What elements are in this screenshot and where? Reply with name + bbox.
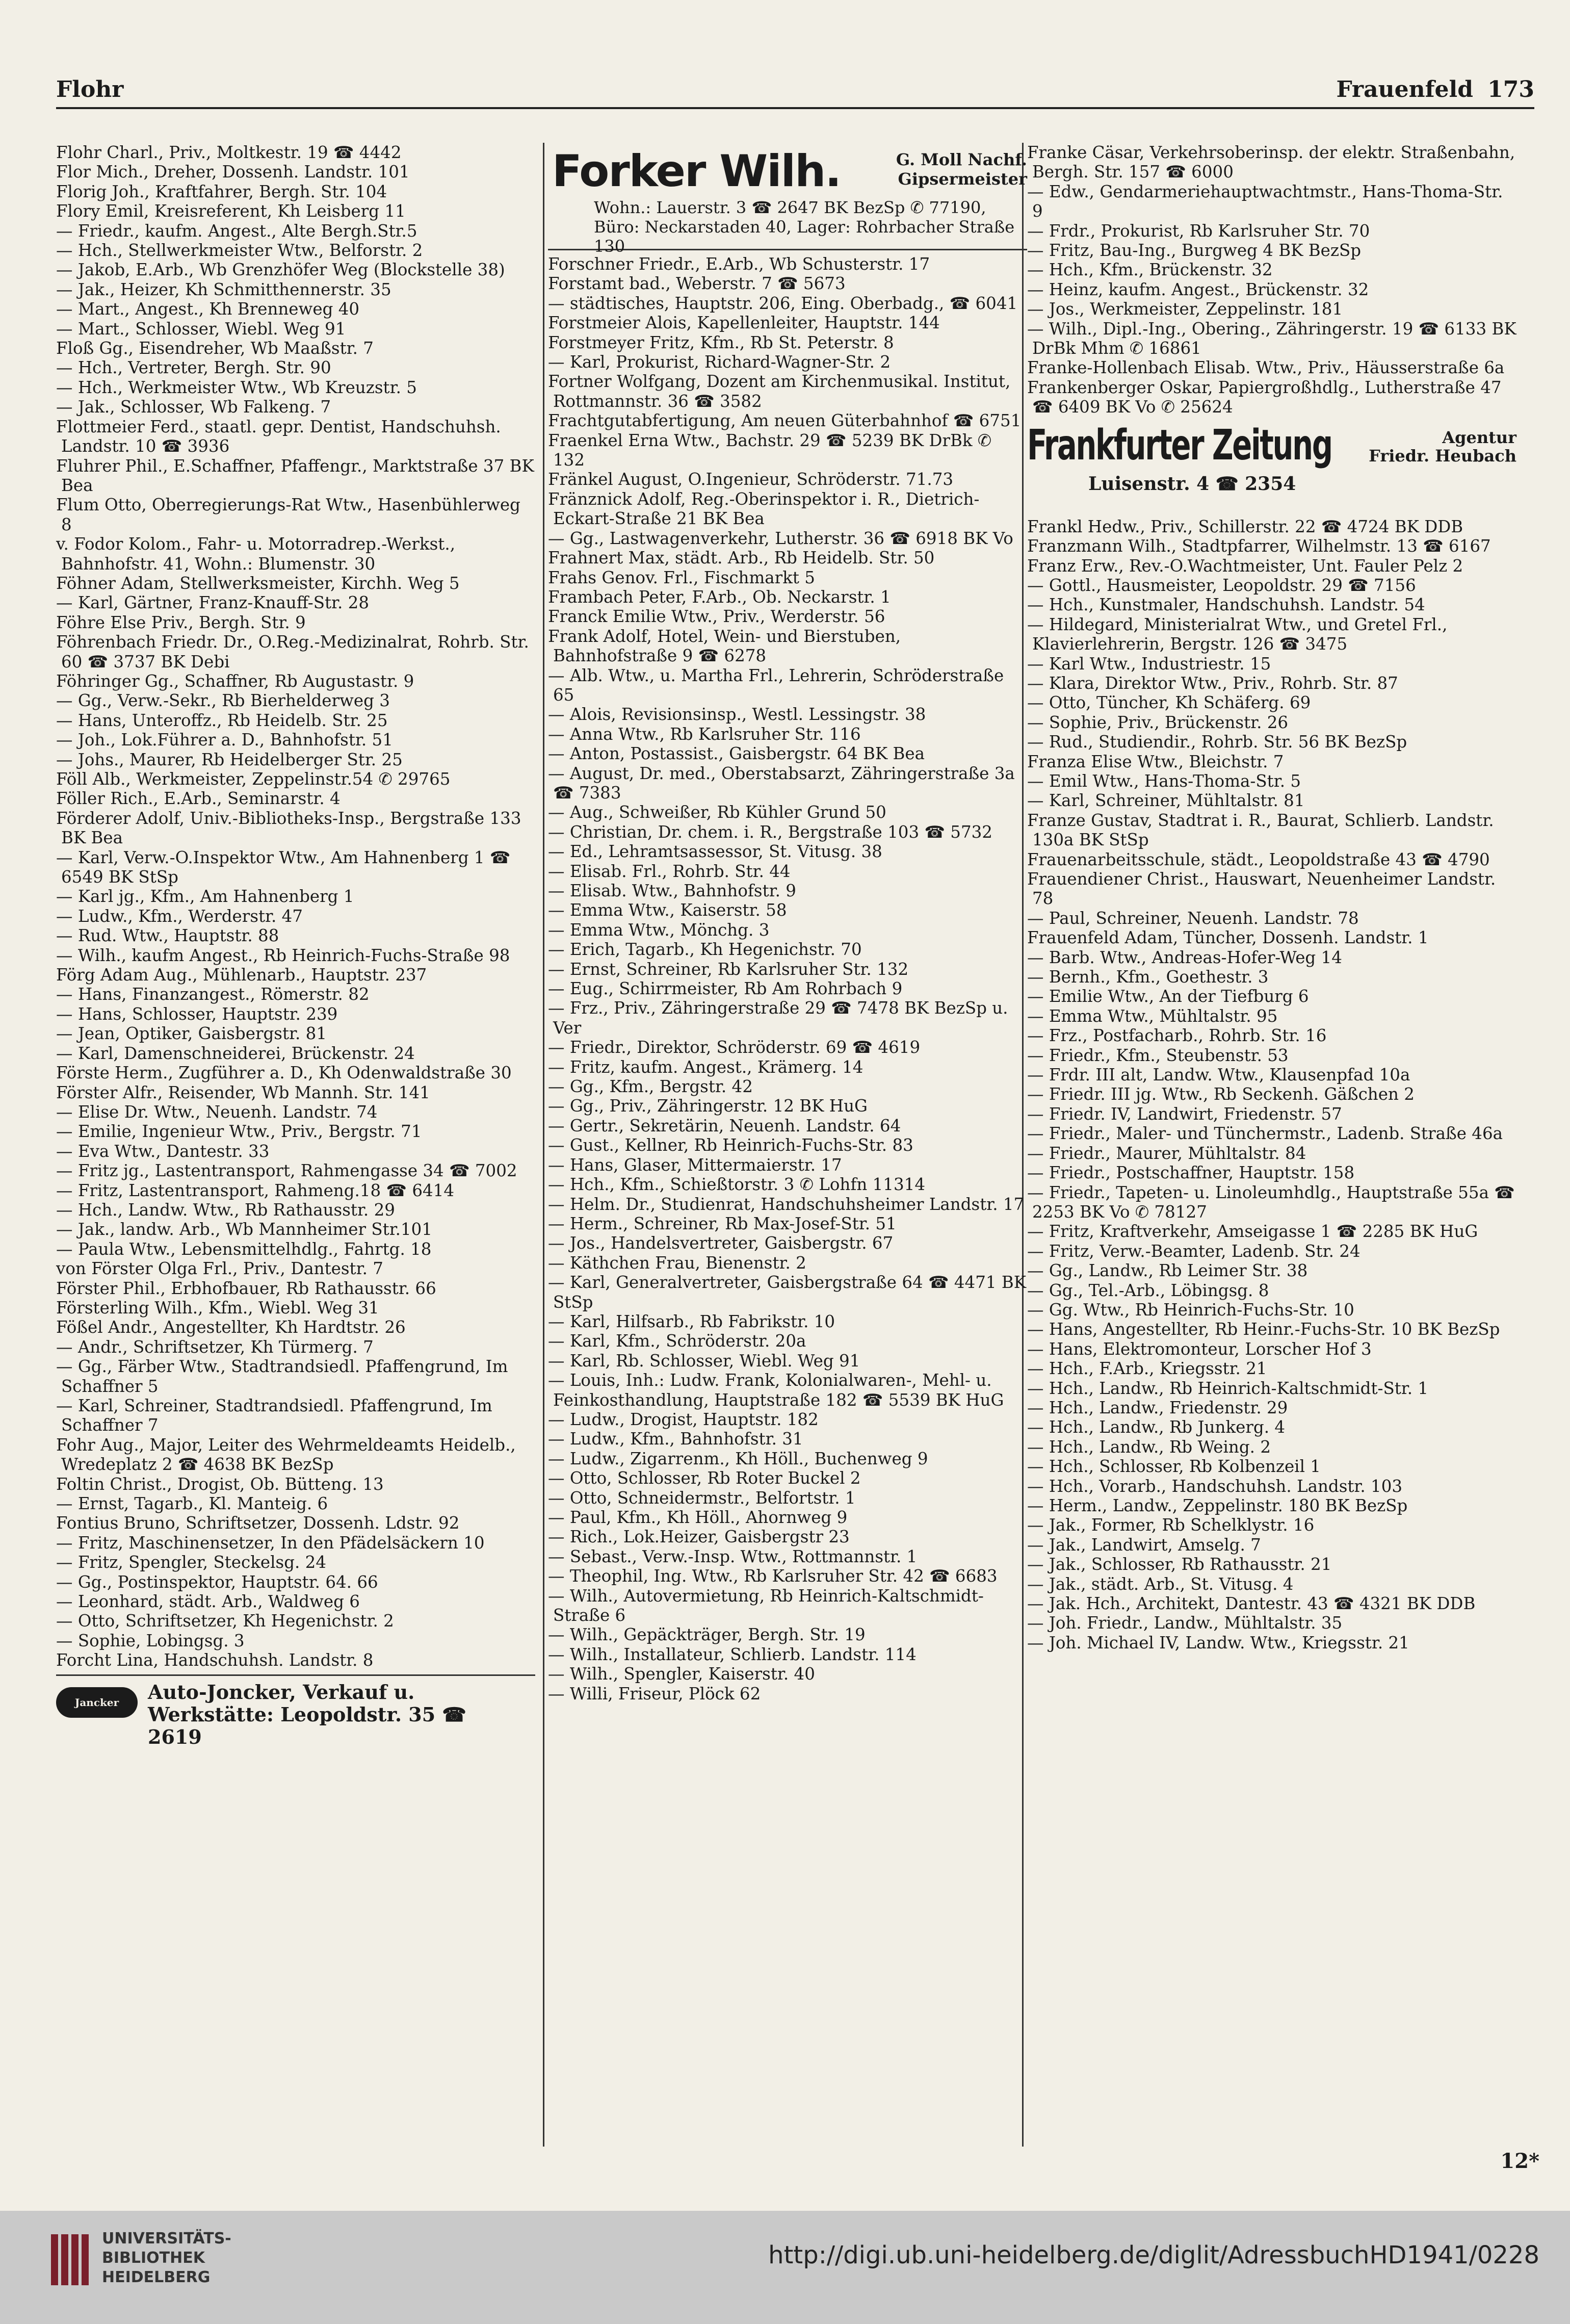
directory-entry: Föhre Else Priv., Bergh. Str. 9 <box>56 612 306 632</box>
directory-entry: Franze Gustav, Stadtrat i. R., Baurat, Schlierb. Landstr. 130a BK StSp <box>1027 810 1494 850</box>
directory-entry: — Gg., Tel.-Arb., Löbingsg. 8 <box>1027 1280 1269 1300</box>
directory-entry: — Gg., Lastwagenverkehr, Lutherstr. 36 ☎ 6918 BK Vo <box>548 528 1013 548</box>
directory-entry: — Joh. Michael IV, Landw. Wtw., Kriegsstr. 21 <box>1027 1633 1409 1652</box>
directory-entry: Förster Phil., Erbhofbauer, Rb Rathausstr. 66 <box>56 1278 436 1298</box>
directory-entry: Frankl Hedw., Priv., Schillerstr. 22 ☎ 4724 BK DDB <box>1027 517 1463 536</box>
directory-entry: Fränkel August, O.Ingenieur, Schröderstr. 71.73 <box>548 470 954 489</box>
directory-entry: — Christian, Dr. chem. i. R., Bergstraße 103 ☎ 5732 <box>548 822 992 842</box>
ad-frankfurter-zeitung <box>1027 421 1516 512</box>
directory-entry: — Hildegard, Ministerialrat Wtw., und Gretel Frl., Klavierlehrerin, Bergstr. 126 ☎ 3475 <box>1027 614 1448 654</box>
directory-entry: — Jak., städt. Arb., St. Vitusg. 4 <box>1027 1574 1294 1594</box>
directory-entry: — Edw., Gendarmeriehauptwachtmstr., Hans-Thoma-Str. 9 <box>1027 182 1503 221</box>
directory-entry: — Fritz, Verw.-Beamter, Ladenb. Str. 24 <box>1027 1241 1360 1261</box>
directory-entry: von Förster Olga Frl., Priv., Dantestr. 7 <box>56 1259 383 1279</box>
directory-entry: — Hch., Schlosser, Rb Kolbenzeil 1 <box>1027 1457 1321 1477</box>
directory-entry: — Helm. Dr., Studienrat, Handschuhsheimer Landstr. 17 <box>548 1194 1025 1214</box>
entry-list-3a <box>1027 143 1516 417</box>
directory-entry: Franck Emilie Wtw., Priv., Werderstr. 56 <box>548 607 885 627</box>
directory-entry: — Ludw., Kfm., Bahnhofstr. 31 <box>548 1429 803 1449</box>
directory-entry: — Hans, Schlosser, Hauptstr. 239 <box>56 1004 338 1024</box>
directory-entry: — Karl, Prokurist, Richard-Wagner-Str. 2 <box>548 352 891 372</box>
directory-entry: — Gg., Kfm., Bergstr. 42 <box>548 1077 753 1097</box>
ad-ffm-side <box>1369 428 1516 465</box>
directory-entry: — Hch., Stellwerkmeister Wtw., Belforstr. 2 <box>56 241 423 261</box>
directory-entry: — Jak., Former, Rb Schelklystr. 16 <box>1027 1515 1315 1535</box>
header-right-word: Frauenfeld <box>1336 76 1473 102</box>
directory-entry: — Wilh., Dipl.-Ing., Obering., Zähringerstr. 19 ☎ 6133 BK DrBk Mhm ✆ 16861 <box>1027 319 1516 358</box>
directory-entry: — Fritz jg., Lastentransport, Rahmengasse 34 ☎ 7002 <box>56 1161 517 1181</box>
directory-entry: — Eva Wtw., Dantestr. 33 <box>56 1141 270 1161</box>
directory-entry: — Sophie, Lobingsg. 3 <box>56 1631 245 1650</box>
directory-entry: — Hch., F.Arb., Kriegsstr. 21 <box>1027 1359 1267 1379</box>
directory-entry: — Otto, Schneidermstr., Belfortstr. 1 <box>548 1488 856 1508</box>
directory-entry: — Erich, Tagarb., Kh Hegenichstr. 70 <box>548 940 862 960</box>
directory-entry: — Mart., Schlosser, Wiebl. Weg 91 <box>56 319 346 339</box>
directory-entry: Franke-Hollenbach Elisab. Wtw., Priv., Häusserstraße 6a <box>1027 358 1505 378</box>
ad-ffm-agency: Agentur <box>1442 427 1516 447</box>
directory-entry: — Frdr., Prokurist, Rb Karlsruher Str. 70 <box>1027 221 1370 241</box>
directory-entry: — Sebast., Verw.-Insp. Wtw., Rottmannstr. 1 <box>548 1546 918 1566</box>
directory-entry: — Gg., Verw.-Sekr., Rb Bierhelderweg 3 <box>56 691 390 711</box>
directory-entry: Frauenarbeitsschule, städt., Leopoldstraße 43 ☎ 4790 <box>1027 849 1490 869</box>
directory-entry: — Karl, Rb. Schlosser, Wiebl. Weg 91 <box>548 1351 860 1371</box>
directory-entry: Frambach Peter, F.Arb., Ob. Neckarstr. 1 <box>548 587 891 607</box>
directory-entry: — Friedr., Maurer, Mühltalstr. 84 <box>1027 1143 1306 1163</box>
directory-entry: — Gg., Postinspektor, Hauptstr. 64. 66 <box>56 1572 378 1592</box>
signature-mark: 12* <box>1500 2149 1539 2173</box>
directory-entry: — Emilie, Ingenieur Wtw., Priv., Bergstr. 71 <box>56 1122 422 1142</box>
directory-entry: — Gust., Kellner, Rb Heinrich-Fuchs-Str. 83 <box>548 1135 913 1155</box>
directory-entry: Frahnert Max, städt. Arb., Rb Heidelb. Str. 50 <box>548 548 935 568</box>
directory-entry: — Barb. Wtw., Andreas-Hofer-Weg 14 <box>1027 947 1342 967</box>
directory-entry: Flory Emil, Kreisreferent, Kh Leisberg 11 <box>56 201 406 221</box>
directory-entry: — Hch., Werkmeister Wtw., Wb Kreuzstr. 5 <box>56 377 417 397</box>
directory-entry: — Emma Wtw., Mühltalstr. 95 <box>1027 1006 1278 1026</box>
directory-entry: — Jak., Heizer, Kh Schmitthennerstr. 35 <box>56 279 391 299</box>
directory-entry: — Paula Wtw., Lebensmittelhdlg., Fahrtg. 18 <box>56 1239 432 1259</box>
header-left-word: Flohr <box>56 76 124 102</box>
directory-entry: Försterling Wilh., Kfm., Wiebl. Weg 31 <box>56 1298 379 1318</box>
directory-entry: — Hch., Kfm., Schießtorstr. 3 ✆ Lohfn 11314 <box>548 1175 926 1195</box>
directory-entry: — Anna Wtw., Rb Karlsruher Str. 116 <box>548 724 861 744</box>
directory-entry: Frankenberger Oskar, Papiergroßhdlg., Lutherstraße 47 ☎ 6409 BK Vo ✆ 25624 <box>1027 377 1502 417</box>
directory-entry: — Frz., Postfacharb., Rohrb. Str. 16 <box>1027 1026 1327 1046</box>
directory-entry: — Leonhard, städt. Arb., Waldweg 6 <box>56 1592 360 1612</box>
page-number: 173 <box>1487 76 1534 102</box>
directory-entry: Föller Rich., E.Arb., Seminarstr. 4 <box>56 789 341 809</box>
directory-entry: — Wilh., Gepäckträger, Bergh. Str. 19 <box>548 1625 866 1645</box>
directory-entry: Förster Alfr., Reisender, Wb Mannh. Str. 141 <box>56 1082 430 1102</box>
directory-entry: — Hans, Finanzangest., Römerstr. 82 <box>56 985 370 1004</box>
directory-entry: — Paul, Schreiner, Neuenh. Landstr. 78 <box>1027 908 1359 928</box>
directory-entry: Fränznick Adolf, Reg.-Oberinspektor i. R., Dietrich-Eckart-Straße 21 BK Bea <box>548 489 980 529</box>
directory-entry: — Käthchen Frau, Bienenstr. 2 <box>548 1253 806 1273</box>
directory-entry: — Hch., Vorarb., Handschuhsh. Landstr. 103 <box>1027 1476 1403 1496</box>
directory-entry: — Fritz, kaufm. Angest., Krämerg. 14 <box>548 1057 864 1077</box>
directory-entry: — Hch., Landw., Friedenstr. 29 <box>1027 1398 1288 1417</box>
directory-entry: — Herm., Landw., Zeppelinstr. 180 BK BezSp <box>1027 1496 1408 1515</box>
directory-entry: Fortner Wolfgang, Dozent am Kirchenmusikal. Institut, Rottmannstr. 36 ☎ 3582 <box>548 372 1011 411</box>
directory-entry: — Bernh., Kfm., Goethestr. 3 <box>1027 967 1269 987</box>
directory-entry: — Hch., Landw., Rb Heinrich-Kaltschmidt-Str. 1 <box>1027 1378 1429 1398</box>
directory-entry: Förg Adam Aug., Mühlenarb., Hauptstr. 237 <box>56 965 427 985</box>
directory-entry: — Ludw., Kfm., Werderstr. 47 <box>56 906 303 926</box>
directory-entry: — Jak. Hch., Architekt, Dantestr. 43 ☎ 4321 BK DDB <box>1027 1594 1476 1614</box>
directory-entry: — Friedr., kaufm. Angest., Alte Bergh.Str.5 <box>56 221 417 241</box>
directory-entry: Franz Erw., Rev.-O.Wachtmeister, Unt. Fauler Pelz 2 <box>1027 556 1463 576</box>
directory-entry: — Ed., Lehramtsassessor, St. Vitusg. 38 <box>548 842 882 862</box>
directory-entry: Franza Elise Wtw., Bleichstr. 7 <box>1027 752 1284 771</box>
directory-entry: Fluhrer Phil., E.Schaffner, Pfaffengr., Marktstraße 37 BK Bea <box>56 456 534 495</box>
ad-forker-side <box>896 150 1027 189</box>
directory-entry: — Friedr., Postschaffner, Hauptstr. 158 <box>1027 1163 1355 1183</box>
directory-entry: — Hch., Landw., Rb Junkerg. 4 <box>1027 1417 1286 1437</box>
directory-entry: — Alb. Wtw., u. Martha Frl., Lehrerin, Schröderstraße 65 <box>548 665 1004 705</box>
page-header <box>56 76 1534 109</box>
directory-entry: Föhrenbach Friedr. Dr., O.Reg.-Medizinalrat, Rohrb. Str. 60 ☎ 3737 BK Debi <box>56 632 529 672</box>
directory-entry: — Joh., Lok.Führer a. D., Bahnhofstr. 51 <box>56 730 393 750</box>
directory-entry: — Elisab. Wtw., Bahnhofstr. 9 <box>548 881 796 900</box>
directory-entry: Flor Mich., Dreher, Dossenh. Landstr. 101 <box>56 162 410 182</box>
directory-entry: — Joh. Friedr., Landw., Mühltalstr. 35 <box>1027 1613 1343 1633</box>
entry-list-1 <box>56 143 535 1670</box>
directory-entry: Föhringer Gg., Schaffner, Rb Augustastr. 9 <box>56 671 414 691</box>
directory-entry: — Jos., Handelsvertreter, Gaisbergstr. 67 <box>548 1233 894 1253</box>
directory-entry: Floß Gg., Eisendreher, Wb Maaßstr. 7 <box>56 339 374 358</box>
directory-entry: — Karl, Verw.-O.Inspektor Wtw., Am Hahnenberg 1 ☎ 6549 BK StSp <box>56 847 511 887</box>
directory-entry: — Friedr. IV, Landwirt, Friedenstr. 57 <box>1027 1104 1342 1124</box>
directory-entry: Flum Otto, Oberregierungs-Rat Wtw., Hasenbühlerweg 8 <box>56 495 520 534</box>
source-url-link[interactable]: http://digi.ub.uni-heidelberg.de/diglit/AdressbuchHD1941/0228 <box>768 2241 1539 2269</box>
directory-entry: — Johs., Maurer, Rb Heidelberger Str. 25 <box>56 750 403 769</box>
directory-entry: — Emil Wtw., Hans-Thoma-Str. 5 <box>1027 771 1301 791</box>
directory-entry: — Karl, Schreiner, Stadtrandsiedl. Pfaffengrund, Im Schaffner 7 <box>56 1396 492 1435</box>
directory-entry: — Mart., Angest., Kh Brenneweg 40 <box>56 299 360 319</box>
ad-forker-address: Wohn.: Lauerstr. 3 ☎ 2647 BK BezSp ✆ 77190, Büro: Neckarstaden 40, Lager: Rohrbacher Straße 130 <box>594 198 1015 256</box>
directory-entry: Frauenfeld Adam, Tüncher, Dossenh. Landstr. 1 <box>1027 928 1429 948</box>
directory-entry: Frachtgutabfertigung, Am neuen Güterbahnhof ☎ 6751 <box>548 411 1022 431</box>
directory-entry: — Emilie Wtw., An der Tiefburg 6 <box>1027 987 1309 1006</box>
column-3 <box>1027 143 1516 1652</box>
directory-entry: Forcht Lina, Handschuhsh. Landstr. 8 <box>56 1650 374 1670</box>
library-line-3: HEIDELBERG <box>102 2268 211 2286</box>
directory-entry: Frauendiener Christ., Hauswart, Neuenheimer Landstr. 78 <box>1027 869 1496 909</box>
car-logo-icon: Jancker <box>56 1687 138 1718</box>
directory-entry: — Ludw., Drogist, Hauptstr. 182 <box>548 1409 819 1429</box>
ad-forker-firm: G. Moll Nachf. <box>896 150 1027 169</box>
directory-entry: Foltin Christ., Drogist, Ob. Bütteng. 13 <box>56 1474 384 1494</box>
directory-entry: — Karl, Damenschneiderei, Brückenstr. 24 <box>56 1043 415 1063</box>
directory-entry: — Karl, Gärtner, Franz-Knauff-Str. 28 <box>56 593 370 613</box>
directory-entry: — Hch., Landw. Wtw., Rb Rathausstr. 29 <box>56 1200 395 1220</box>
directory-entry: — Fritz, Lastentransport, Rahmeng.18 ☎ 6414 <box>56 1180 455 1200</box>
entry-list-3b <box>1027 517 1516 1653</box>
directory-entry: Forstmeyer Fritz, Kfm., Rb St. Peterstr. 8 <box>548 332 894 352</box>
directory-entry: — Hch., Landw., Rb Weing. 2 <box>1027 1437 1271 1457</box>
directory-entry: — August, Dr. med., Oberstabsarzt, Zähringerstraße 3a ☎ 7383 <box>548 763 1015 803</box>
directory-entry: — Karl, Kfm., Schröderstr. 20a <box>548 1331 806 1351</box>
directory-entry: Föll Alb., Werkmeister, Zeppelinstr.54 ✆ 29765 <box>56 769 451 789</box>
directory-entry: — Klara, Direktor Wtw., Priv., Rohrb. Str. 87 <box>1027 673 1398 693</box>
library-line-2: BIBLIOTHEK <box>102 2249 205 2267</box>
column-2 <box>548 143 1027 1703</box>
directory-entry: — Hans, Glaser, Mittermaierstr. 17 <box>548 1155 842 1175</box>
directory-entry: — Gg., Färber Wtw., Stadtrandsiedl. Pfaffengrund, Im Schaffner 5 <box>56 1357 508 1396</box>
directory-entry: Fohr Aug., Major, Leiter des Wehrmeldeamts Heidelb., Wredeplatz 2 ☎ 4638 BK BezSp <box>56 1435 516 1475</box>
directory-entry: — Otto, Tüncher, Kh Schäferg. 69 <box>1027 693 1311 713</box>
directory-entry: — Hch., Vertreter, Bergh. Str. 90 <box>56 358 331 378</box>
directory-entry: Forstamt bad., Weberstr. 7 ☎ 5673 <box>548 274 846 294</box>
directory-entry: — Fritz, Spengler, Steckelsg. 24 <box>56 1553 327 1572</box>
directory-entry: — Willi, Friseur, Plöck 62 <box>548 1684 761 1703</box>
directory-entry: — Hans, Angestellter, Rb Heinr.-Fuchs-Str. 10 BK BezSp <box>1027 1320 1500 1339</box>
directory-entry: — Elisab. Frl., Rohrb. Str. 44 <box>548 861 791 881</box>
directory-entry: — Emma Wtw., Mönchg. 3 <box>548 920 770 940</box>
entry-list-2 <box>548 254 1027 1703</box>
directory-entry: Franke Cäsar, Verkehrsoberinsp. der elektr. Straßenbahn, Bergh. Str. 157 ☎ 6000 <box>1027 143 1515 182</box>
library-line-1: UNIVERSITÄTS- <box>102 2230 231 2248</box>
directory-entry: v. Fodor Kolom., Fahr- u. Motorradrep.-Werkst., Bahnhofstr. 41, Wohn.: Blumenstr. 30 <box>56 534 456 574</box>
directory-entry: — Friedr., Direktor, Schröderstr. 69 ☎ 4619 <box>548 1038 921 1057</box>
directory-entry: Franzmann Wilh., Stadtpfarrer, Wilhelmstr. 13 ☎ 6167 <box>1027 536 1491 556</box>
directory-entry: — Gertr., Sekretärin, Neuenh. Landstr. 64 <box>548 1116 901 1135</box>
directory-entry: — Fritz, Maschinensetzer, In den Pfädelsäckern 10 <box>56 1533 485 1553</box>
directory-entry: Fontius Bruno, Schriftsetzer, Dossenh. Ldstr. 92 <box>56 1513 460 1533</box>
directory-entry: — Gg., Priv., Zähringerstr. 12 BK HuG <box>548 1096 868 1116</box>
directory-entry: — Paul, Kfm., Kh Höll., Ahornweg 9 <box>548 1508 848 1527</box>
directory-entry: — Wilh., kaufm Angest., Rb Heinrich-Fuchs-Straße 98 <box>56 945 510 965</box>
directory-entry: Frank Adolf, Hotel, Wein- und Bierstuben, Bahnhofstraße 9 ☎ 6278 <box>548 626 901 666</box>
directory-entry: — Frz., Priv., Zähringerstraße 29 ☎ 7478 BK BezSp u. Ver <box>548 998 1008 1038</box>
directory-entry: Frahs Genov. Frl., Fischmarkt 5 <box>548 567 815 587</box>
directory-entry: Förste Herm., Zugführer a. D., Kh Odenwaldstraße 30 <box>56 1063 512 1083</box>
directory-entry: — Aug., Schweißer, Rb Kühler Grund 50 <box>548 803 886 822</box>
ad-ffm-address: Luisenstr. 4 ☎ 2354 <box>1088 473 1296 495</box>
directory-entry: — Jak., Landwirt, Amselg. 7 <box>1027 1535 1261 1555</box>
directory-entry: Föhner Adam, Stellwerksmeister, Kirchh. Weg 5 <box>56 573 460 593</box>
directory-entry: — Rud., Studiendir., Rohrb. Str. 56 BK BezSp <box>1027 732 1407 752</box>
directory-entry: — Elise Dr. Wtw., Neuenh. Landstr. 74 <box>56 1102 378 1122</box>
directory-entry: — Karl, Hilfsarb., Rb Fabrikstr. 10 <box>548 1311 835 1331</box>
directory-entry: Flohr Charl., Priv., Moltkestr. 19 ☎ 4442 <box>56 143 402 162</box>
directory-entry: — Frdr. III alt, Landw. Wtw., Klausenpfad 10a <box>1027 1065 1410 1085</box>
ad-forker <box>548 146 1027 256</box>
directory-entry: — Andr., Schriftsetzer, Kh Türmerg. 7 <box>56 1337 374 1357</box>
directory-entry: — Friedr., Tapeten- u. Linoleumhdlg., Hauptstraße 55a ☎ 2253 BK Vo ✆ 78127 <box>1027 1182 1515 1222</box>
directory-entry: — Fritz, Bau-Ing., Burgweg 4 BK BezSp <box>1027 241 1362 261</box>
directory-entry: — Louis, Inh.: Ludw. Frank, Kolonialwaren-, Mehl- u. Feinkosthandlung, Hauptstraße 182 ☎ 5539 BK HuG <box>548 1371 1004 1410</box>
directory-entry: — Emma Wtw., Kaiserstr. 58 <box>548 900 787 920</box>
library-logo-icon <box>46 2229 92 2290</box>
directory-entry: — Ernst, Schreiner, Rb Karlsruher Str. 132 <box>548 959 909 979</box>
ad-ffm-agent: Friedr. Heubach <box>1369 446 1516 466</box>
directory-entry: — Ludw., Zigarrenm., Kh Höll., Buchenweg 9 <box>548 1449 928 1468</box>
directory-entry: — Jos., Werkmeister, Zeppelinstr. 181 <box>1027 299 1343 319</box>
column-1 <box>56 143 535 1748</box>
directory-entry: — Karl, Schreiner, Mühltalstr. 81 <box>1027 791 1305 811</box>
directory-entry: — Eug., Schirrmeister, Rb Am Rohrbach 9 <box>548 979 903 999</box>
directory-entry: — Sophie, Priv., Brückenstr. 26 <box>1027 712 1289 732</box>
directory-entry: — Gg. Wtw., Rb Heinrich-Fuchs-Str. 10 <box>1027 1300 1354 1320</box>
ad-forker-name: Forker Wilh. <box>552 146 841 197</box>
directory-entry: — Rud. Wtw., Hauptstr. 88 <box>56 926 279 946</box>
directory-entry: — Fritz, Kraftverkehr, Amseigasse 1 ☎ 2285 BK HuG <box>1027 1222 1478 1242</box>
directory-entry: — Jak., landw. Arb., Wb Mannheimer Str.101 <box>56 1220 433 1240</box>
ad-ffm-name: Frankfurter Zeitung <box>1027 421 1332 470</box>
directory-entry: — Alois, Revisionsinsp., Westl. Lessingstr. 38 <box>548 705 926 725</box>
directory-entry: Forschner Friedr., E.Arb., Wb Schusterstr. 17 <box>548 254 930 274</box>
directory-entry: — Friedr., Maler- und Tünchermstr., Ladenb. Straße 46a <box>1027 1124 1503 1144</box>
library-name <box>102 2229 231 2287</box>
directory-entry: — Wilh., Installateur, Schlierb. Landstr. 114 <box>548 1644 917 1664</box>
directory-entry: — Hch., Kfm., Brückenstr. 32 <box>1027 260 1273 280</box>
directory-entry: — Karl Wtw., Industriestr. 15 <box>1027 654 1271 674</box>
directory-entry: — Ernst, Tagarb., Kl. Manteig. 6 <box>56 1494 328 1514</box>
directory-entry: Flottmeier Ferd., staatl. gepr. Dentist, Handschuhsh. Landstr. 10 ☎ 3936 <box>56 417 501 456</box>
directory-entry: — Gottl., Hausmeister, Leopoldstr. 29 ☎ 7156 <box>1027 575 1416 595</box>
directory-entry: — städtisches, Hauptstr. 206, Eing. Oberbadg., ☎ 6041 <box>548 293 1018 313</box>
directory-entry: — Hch., Kunstmaler, Handschuhsh. Landstr. 54 <box>1027 595 1425 615</box>
directory-entry: — Theophil, Ing. Wtw., Rb Karlsruher Str. 42 ☎ 6683 <box>548 1566 998 1586</box>
directory-entry: — Jakob, E.Arb., Wb Grenzhöfer Weg (Blockstelle 38) <box>56 260 505 280</box>
directory-entry: — Karl, Generalvertreter, Gaisbergstraße 64 ☎ 4471 BK StSp <box>548 1273 1027 1312</box>
directory-entry: — Karl jg., Kfm., Am Hahnenberg 1 <box>56 887 354 907</box>
directory-entry: Florig Joh., Kraftfahrer, Bergh. Str. 104 <box>56 182 387 201</box>
directory-entry: — Hans, Unteroffz., Rb Heidelb. Str. 25 <box>56 710 388 730</box>
directory-entry: Förderer Adolf, Univ.-Bibliotheks-Insp., Bergstraße 133 BK Bea <box>56 808 521 848</box>
directory-entry: — Heinz, kaufm. Angest., Brückenstr. 32 <box>1027 279 1369 299</box>
directory-entry: Fraenkel Erna Wtw., Bachstr. 29 ☎ 5239 BK DrBk ✆ 132 <box>548 430 992 470</box>
directory-entry: — Jak., Schlosser, Wb Falkeng. 7 <box>56 397 331 417</box>
directory-entry: — Jak., Schlosser, Rb Rathausstr. 21 <box>1027 1555 1332 1574</box>
column-divider <box>543 143 544 2147</box>
directory-entry: — Herm., Schreiner, Rb Max-Josef-Str. 51 <box>548 1213 897 1233</box>
ad-auto-text: Auto-Joncker, Verkauf u. Werkstätte: Leopoldstr. 35 ☎ 2619 <box>148 1680 466 1748</box>
directory-entry: — Otto, Schriftsetzer, Kh Hegenichstr. 2 <box>56 1611 394 1631</box>
directory-entry: — Rich., Lok.Heizer, Gaisbergstr 23 <box>548 1527 850 1547</box>
directory-entry: — Anton, Postassist., Gaisbergstr. 64 BK Bea <box>548 744 925 764</box>
directory-entry: — Friedr., Kfm., Steubenstr. 53 <box>1027 1045 1289 1065</box>
directory-entry: — Wilh., Spengler, Kaiserstr. 40 <box>548 1664 815 1684</box>
ad-auto-joncker <box>56 1674 535 1748</box>
directory-entry: Fößel Andr., Angestellter, Kh Hardtstr. 26 <box>56 1318 406 1337</box>
directory-entry: Forstmeier Alois, Kapellenleiter, Hauptstr. 144 <box>548 313 940 333</box>
directory-entry: — Friedr. III jg. Wtw., Rb Seckenh. Gäßchen 2 <box>1027 1084 1415 1104</box>
directory-entry: — Wilh., Autovermietung, Rb Heinrich-Kaltschmidt-Straße 6 <box>548 1586 984 1625</box>
directory-entry: — Gg., Landw., Rb Leimer Str. 38 <box>1027 1261 1308 1281</box>
directory-entry: — Jean, Optiker, Gaisbergstr. 81 <box>56 1024 327 1044</box>
ad-forker-trade: Gipsermeister <box>898 169 1027 189</box>
directory-entry: — Hans, Elektromonteur, Lorscher Hof 3 <box>1027 1339 1372 1359</box>
directory-entry: — Otto, Schlosser, Rb Roter Buckel 2 <box>548 1468 861 1488</box>
